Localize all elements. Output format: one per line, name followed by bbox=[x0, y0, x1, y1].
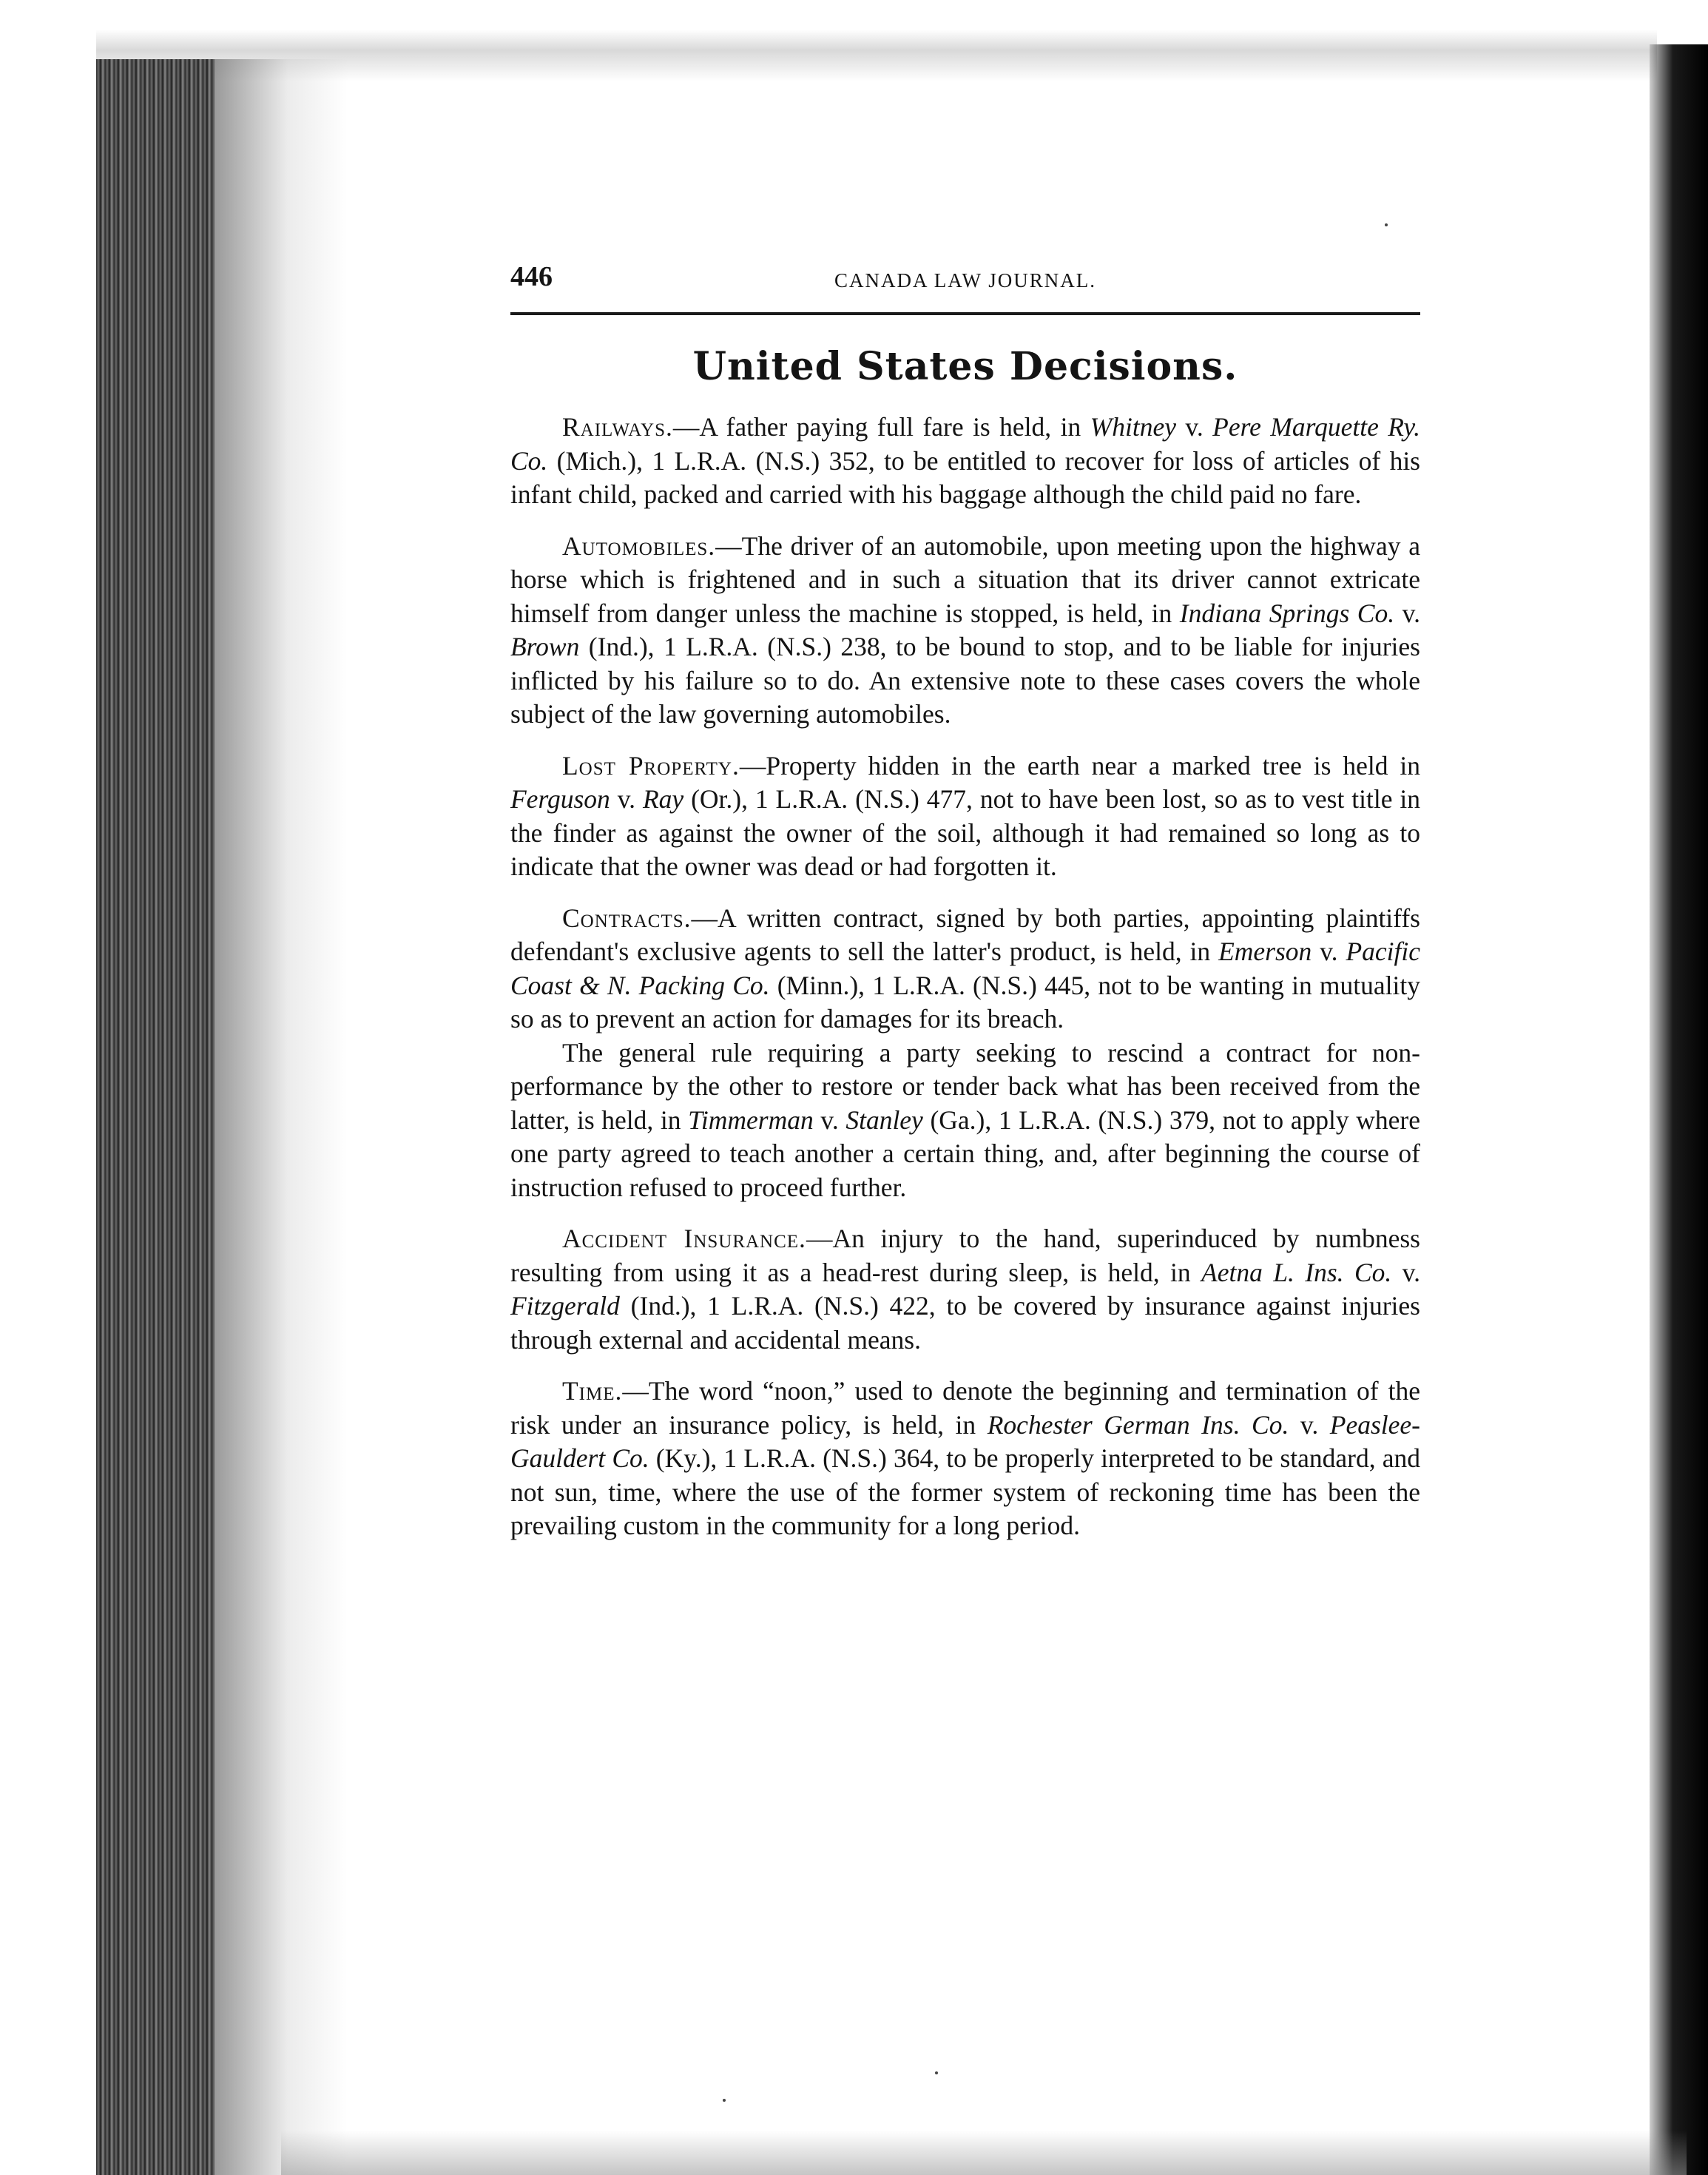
case-name: Pacific Coast & N. Packing Co. bbox=[510, 937, 1421, 1000]
case-name: Peaslee-Gauldert Co. bbox=[510, 1409, 1421, 1473]
paragraph-heading: Railways. bbox=[562, 412, 673, 442]
paragraph-heading: Contracts. bbox=[562, 903, 692, 933]
section-title: United States Decisions. bbox=[692, 344, 1238, 389]
case-name: Whitney bbox=[1090, 412, 1176, 442]
case-name: Ferguson bbox=[510, 784, 610, 814]
case-name: Rochester German Ins. Co. bbox=[987, 1409, 1289, 1440]
scan-speck bbox=[723, 2099, 726, 2102]
case-name: Emerson bbox=[1218, 937, 1312, 966]
paragraph-heading: Time. bbox=[562, 1376, 623, 1406]
case-name: Aetna L. Ins. Co. bbox=[1201, 1257, 1392, 1287]
paragraph-heading: Automobiles. bbox=[562, 530, 716, 561]
paragraph-accident-insurance: Accident Insurance.—An injury to the hand, superinduced by numbness resulting from using it as a head-rest during sleep, is held, in Aetna L. Ins. Co. v. Fitzgerald (Ind.), 1 L.R.A. (N.S.) 422, to be covered by insurance against injuries through external and accidental means. bbox=[510, 1224, 1420, 1355]
book-spine-edge bbox=[96, 59, 215, 2175]
case-name: Ray bbox=[642, 784, 684, 814]
paragraph-railways: Railways.—A father paying full fare is held, in Whitney v. Pere Marquette Ry. Co. (Mich.), 1 L.R.A. (N.S.) 352, to be entitled to recover for loss of articles of his infant child, packed and carried with his baggage although the child paid no fare. bbox=[510, 412, 1420, 509]
case-name: Indiana Springs Co. bbox=[1179, 598, 1395, 628]
paragraph-automobiles: Automobiles.—The driver of an automobile, upon meeting upon the highway a horse which is frightened and in such a situation that its driver cannot extricate himself from danger unless the machine is stopped, is held, in Indiana Springs Co. v. Brown (Ind.), 1 L.R.A. (N.S.) 238, to be bound to stop, and to be liable for injuries inflicted by his failure so to do. An extensive note to these cases covers the whole subject of the law governing automobiles. bbox=[510, 530, 1420, 729]
paragraph-time: Time.—The word “noon,” used to denote the beginning and termination of the risk under an insurance policy, is held, in Rochester German Ins. Co. v. Peaslee-Gauldert Co. (Ky.), 1 L.R.A. (N.S.) 364, to be properly interpreted to be standard, and not sun, time, where the use of the former system of reckoning time has been the prevailing custom in the community for a long period. bbox=[510, 1376, 1421, 1540]
book-gutter-shadow bbox=[215, 59, 348, 2175]
page-number: 446 bbox=[510, 261, 553, 292]
scan-bottom-edge bbox=[281, 2131, 1687, 2175]
case-name: Timmerman bbox=[688, 1105, 814, 1135]
scan-speck bbox=[1385, 223, 1388, 226]
page-header bbox=[510, 260, 1420, 315]
scan-speck bbox=[935, 2071, 938, 2074]
case-name: Pere Marquette Ry. Co. bbox=[510, 412, 1420, 476]
case-name: Brown bbox=[510, 632, 580, 661]
body-text bbox=[510, 411, 1420, 1543]
case-name: Stanley bbox=[845, 1105, 923, 1135]
paragraph-contracts: Contracts.—A written contract, signed by both parties, appointing plaintiffs defendant's exclusive agents to sell the latter's product, is held, in Emerson v. Pacific Coast & N. Packing Co. (Minn.), 1 L.R.A. (N.S.) 445, not to be wanting in mutuality so as to prevent an action for damages for its breach. bbox=[510, 903, 1421, 1033]
paragraph-heading: Lost Property. bbox=[562, 750, 740, 780]
running-title: CANADA LAW JOURNAL. bbox=[834, 269, 1097, 291]
scan-right-edge bbox=[1650, 44, 1708, 2175]
paragraph-contracts-rescission: The general rule requiring a party seeking to rescind a contract for non-performance by the other to restore or tender back what has been received from the latter, is held, in Timmerman v. Stanley (Ga.), 1 L.R.A. (N.S.) 379, not to apply where one party agreed to teach another a certain thing, and, after beginning the course of instruction refused to proceed further. bbox=[510, 1037, 1420, 1202]
paragraph-lost-property: Lost Property.—Property hidden in the earth near a marked tree is held in Ferguson v. Ray (Or.), 1 L.R.A. (N.S.) 477, not to have been lost, so as to vest title in the finder as against the owner of the soil, although it had remained so long as to indicate that the owner was dead or had forgotten it. bbox=[510, 750, 1420, 881]
case-name: Fitzgerald bbox=[510, 1291, 620, 1321]
paragraph-heading: Accident Insurance. bbox=[562, 1224, 806, 1253]
